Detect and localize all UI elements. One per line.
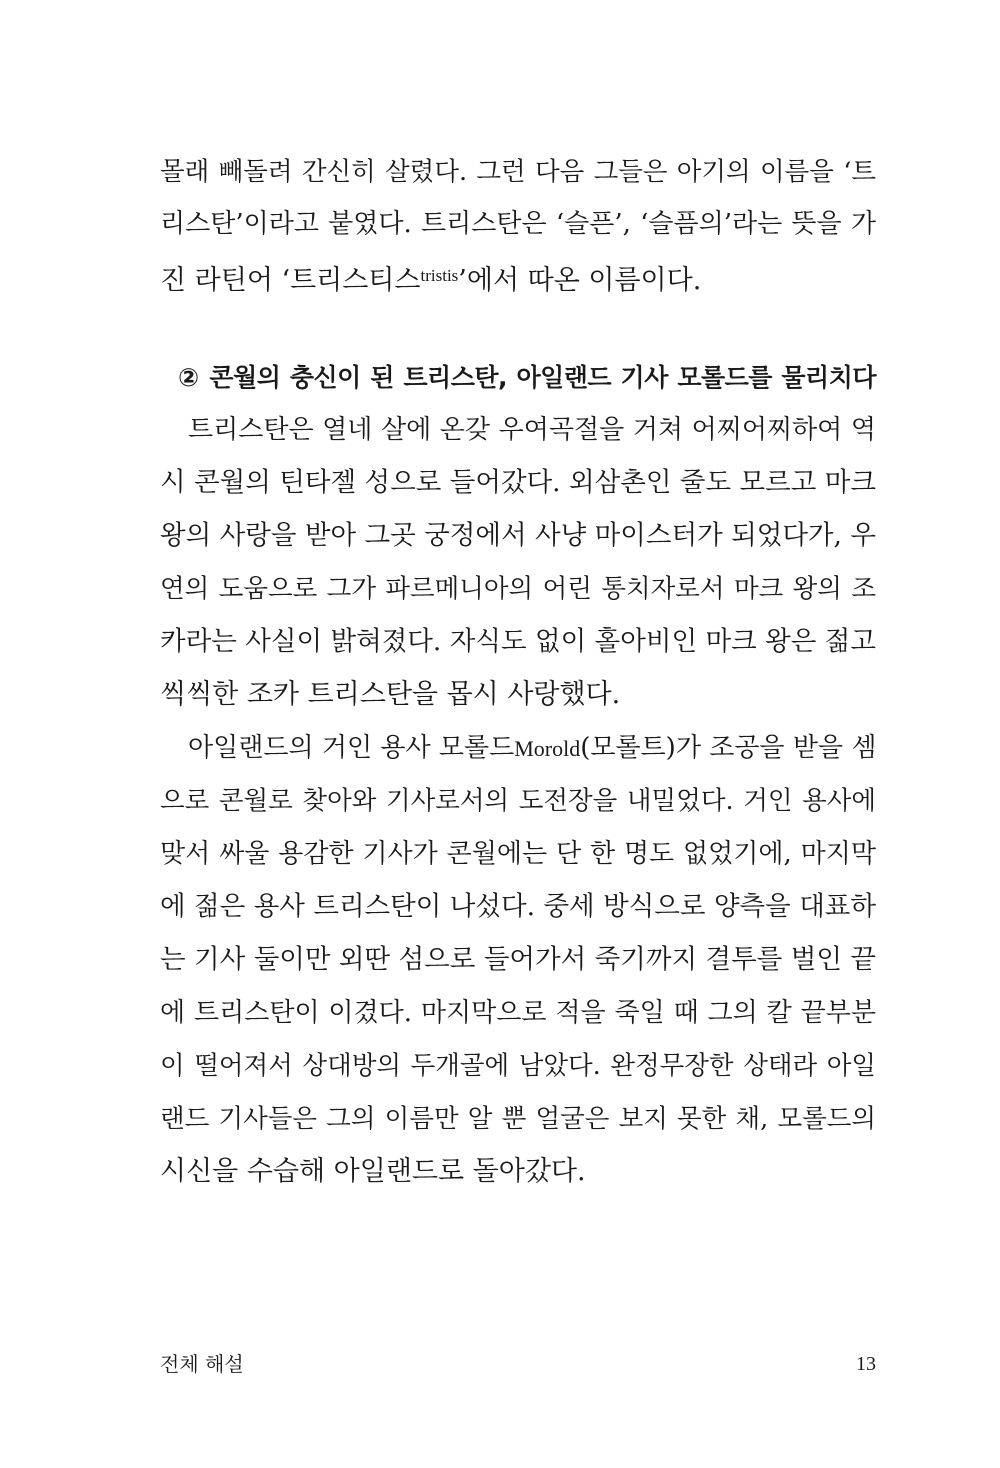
paragraph-3-line-4: 에 젊은 용사 트리스탄이 나섰다. 중세 방식으로 양측을 대표하: [160, 891, 876, 922]
paragraph-3-line-8: 랜드 기사들은 그의 이름만 알 뿐 얼굴은 보지 못한 채, 모롤드의: [160, 1104, 876, 1134]
paragraph-1-line-3-pre: 진 라틴어 ‘트리스티스: [160, 265, 421, 296]
paragraph-1-line-3: [160, 256, 876, 296]
paragraph-3-line-2: 으로 콘월로 찾아와 기사로서의 도전장을 내밀었다. 거인 용사에: [160, 786, 876, 816]
paragraph-3-line-9: 시신을 수습해 아일랜드로 돌아갔다.: [160, 1156, 586, 1187]
paragraph-3-line-5: 는 기사 둘이만 외딴 섬으로 들어가서 죽기까지 결투를 벌인 끝: [160, 944, 876, 975]
paragraph-3-line-3: 맞서 싸울 용감한 기사가 콘월에는 단 한 명도 없었기에, 마지막: [160, 839, 876, 869]
page-number: 13: [856, 1353, 876, 1375]
latin-word-tristis: tristis: [420, 266, 459, 285]
paragraph-2-line-3: 왕의 사랑을 받아 그곳 궁정에서 사냥 마이스터가 되었다가, 우: [160, 520, 876, 551]
running-footer-section: 전체 해설: [160, 1352, 244, 1376]
latin-name-morold: Morold: [514, 736, 581, 761]
paragraph-1-line-3-post: ’에서 따온 이름이다.: [458, 265, 702, 296]
section-heading: ② 콘월의 충신이 된 트리스탄, 아일랜드 기사 모롤드를 물리치다: [178, 363, 876, 392]
paragraph-3-line-6: 에 트리스탄이 이겼다. 마지막으로 적을 죽일 때 그의 칼 끝부분: [160, 998, 876, 1028]
paragraph-2-line-2: 시 콘월의 틴타젤 성으로 들어갔다. 외삼촌인 줄도 모르고 마크: [160, 467, 876, 498]
paragraph-3-line-7: 이 떨어져서 상대방의 두개골에 남았다. 완정무장한 상태라 아일: [160, 1051, 876, 1081]
paragraph-2-line-6: 씩씩한 조카 트리스탄을 몹시 사랑했다.: [160, 679, 621, 710]
paragraph-1-line-1: 몰래 빼돌려 간신히 살렸다. 그런 다음 그들은 아기의 이름을 ‘트: [160, 157, 876, 187]
paragraph-2-line-4: 연의 도움으로 그가 파르메니아의 어린 통치자로서 마크 왕의 조: [160, 574, 876, 604]
paragraph-1-line-2: 리스탄’이라고 붙였다. 트리스탄은 ‘슬픈’, ‘슬픔의’라는 뜻을 가: [160, 209, 876, 239]
paragraph-3-line-1-post: (모롤트)가 조공을 받을 셈: [580, 733, 877, 763]
paragraph-3-line-1: [160, 728, 876, 768]
paragraph-3-line-1-pre: 아일랜드의 거인 용사 모롤드: [188, 733, 515, 763]
paragraph-2-line-5: 카라는 사실이 밝혀졌다. 자식도 없이 홀아비인 마크 왕은 젊고: [160, 626, 876, 657]
paragraph-2-line-1: 트리스탄은 열네 살에 온갖 우여곡절을 거쳐 어찌어찌하여 역: [188, 415, 876, 445]
